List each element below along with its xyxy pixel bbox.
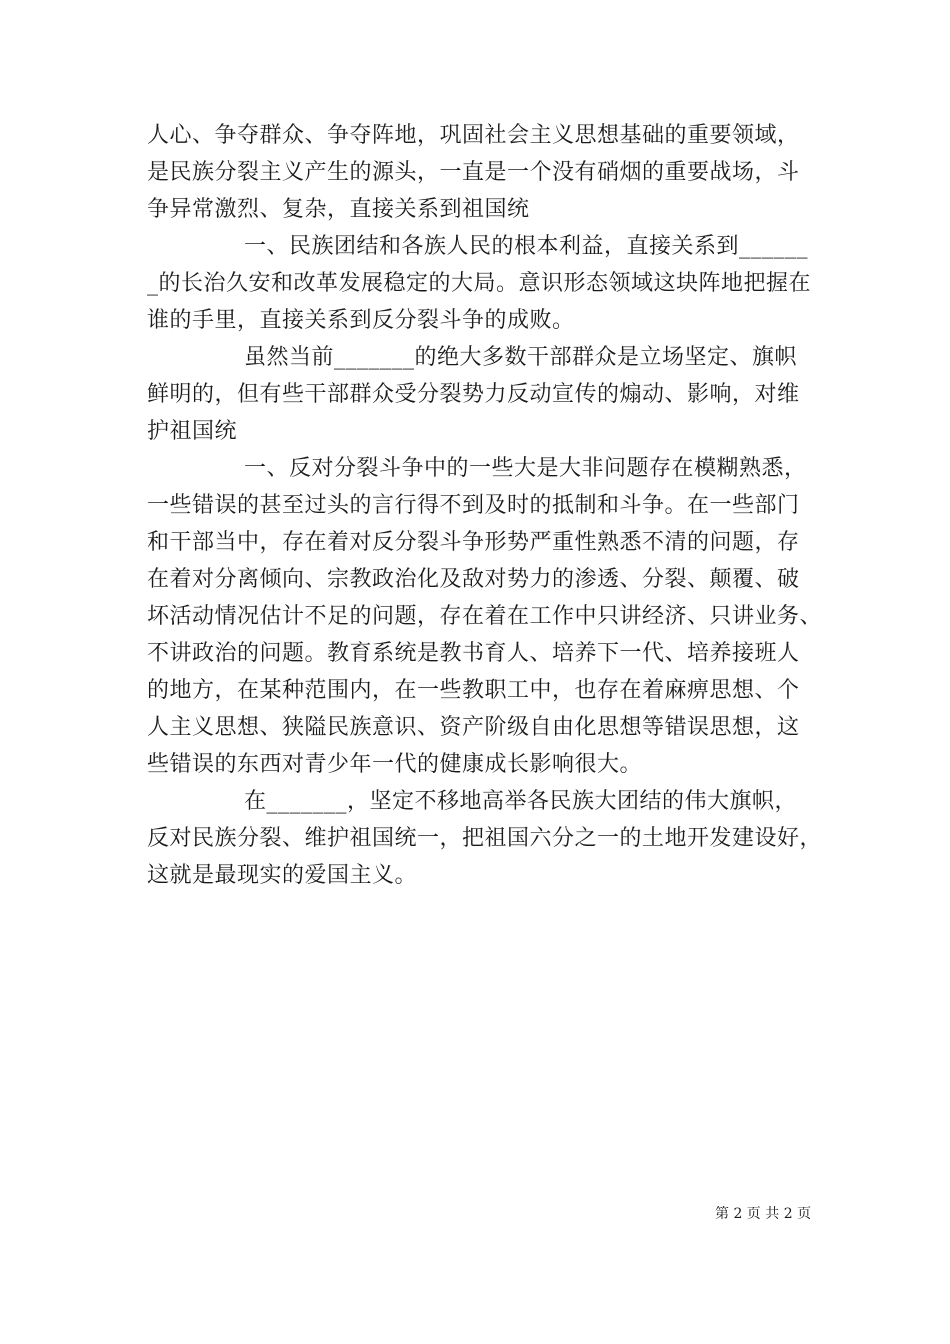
text-line: _的长治久安和改革发展稳定的大局。意识形态领域这块阵地把握在 [147,271,812,296]
text-line: 和干部当中，存在着对反分裂斗争形势严重性熟悉不清的问题，存 [147,530,800,555]
text-line: 些错误的东西对青少年一代的健康成长影响很大。 [147,752,643,777]
text-line: 这就是最现实的爱国主义。 [147,863,418,888]
text-line: 人心、争夺群众、争夺阵地，巩固社会主义思想基础的重要领域， [147,123,800,148]
text-line: 谁的手里，直接关系到反分裂斗争的成败。 [147,308,575,333]
text-line: 争异常激烈、复杂，直接关系到祖国统 [147,197,530,222]
paragraph-first-line: 虽然当前_______的绝大多数干部群众是立场坚定、旗帜 [244,345,798,370]
paragraph-first-line: 一、民族团结和各族人民的根本利益，直接关系到______ [244,234,809,259]
paragraph-first-line: 一、反对分裂斗争中的一些大是大非问题存在模糊熟悉， [244,456,807,481]
text-line: 一些错误的甚至过头的言行得不到及时的抵制和斗争。在一些部门 [147,493,800,518]
text-line: 反对民族分裂、维护祖国统一，把祖国六分之一的土地开发建设好， [147,826,823,851]
paragraph-first-line: 在_______，坚定不移地高举各民族大团结的伟大旗帜， [244,789,798,814]
text-line: 护祖国统 [147,419,238,444]
text-line: 人主义思想、狭隘民族意识、资产阶级自由化思想等错误思想，这 [147,715,800,740]
text-line: 是民族分裂主义产生的源头，一直是一个没有硝烟的重要战场，斗 [147,160,800,185]
text-line: 坏活动情况估计不足的问题，存在着在工作中只讲经济、只讲业务、 [147,604,823,629]
text-line: 在着对分离倾向、宗教政治化及敌对势力的渗透、分裂、颠覆、破 [147,567,800,592]
text-line: 鲜明的，但有些干部群众受分裂势力反动宣传的煽动、影响，对维 [147,382,800,407]
text-line: 不讲政治的问题。教育系统是教书育人、培养下一代、培养接班人 [147,641,800,666]
text-line: 的地方，在某种范围内，在一些教职工中，也存在着麻痹思想、个 [147,678,800,703]
page-number: 第 2 页 共 2 页 [715,1206,812,1222]
